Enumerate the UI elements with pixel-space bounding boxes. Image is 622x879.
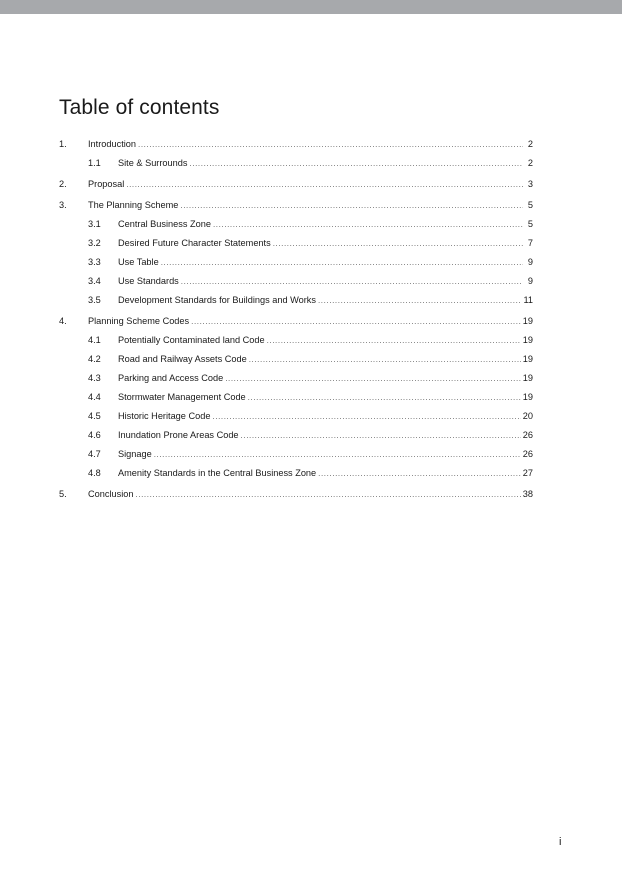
dot-leader	[191, 316, 521, 328]
toc-entry[interactable]	[59, 372, 533, 384]
toc-entry-page: 19	[522, 335, 533, 345]
dot-leader	[126, 179, 523, 191]
toc-entry-number: 5.	[59, 489, 67, 499]
dot-leader	[180, 200, 523, 212]
footer-page-number: i	[559, 836, 562, 848]
toc-entry-number: 3.	[59, 200, 67, 210]
dot-leader	[181, 276, 523, 288]
dot-leader	[138, 139, 523, 151]
dot-leader	[154, 449, 521, 461]
toc-entry[interactable]	[59, 391, 533, 403]
toc-entry-page: 19	[522, 373, 533, 383]
dot-leader	[249, 354, 521, 366]
dot-leader	[135, 489, 520, 501]
dot-leader	[161, 257, 523, 269]
toc-entry-number: 4.7	[88, 449, 101, 459]
toc-entry[interactable]	[59, 178, 533, 190]
toc-entry[interactable]	[59, 138, 533, 150]
toc-entry[interactable]	[59, 467, 533, 479]
toc-entry-label: Planning Scheme Codes	[88, 316, 190, 326]
dot-leader	[213, 219, 523, 231]
toc-entry-number: 1.	[59, 139, 67, 149]
toc-entry-number: 4.4	[88, 392, 101, 402]
toc-entry-label: Use Standards	[118, 276, 179, 286]
toc-entry[interactable]	[59, 199, 533, 211]
dot-leader	[225, 373, 521, 385]
toc-entry-number: 3.5	[88, 295, 101, 305]
dot-leader	[318, 295, 521, 307]
toc-entry-label: Stormwater Management Code	[118, 392, 246, 402]
toc-entry-page: 19	[522, 392, 533, 402]
toc-entry-page: 3	[527, 179, 533, 189]
toc-entry[interactable]	[59, 275, 533, 287]
toc-entry[interactable]	[59, 237, 533, 249]
toc-entry-page: 38	[522, 489, 533, 499]
toc-entry-label: Signage	[118, 449, 152, 459]
toc-entry[interactable]	[59, 353, 533, 365]
toc-entry[interactable]	[59, 294, 533, 306]
toc-entry-label: Inundation Prone Areas Code	[118, 430, 239, 440]
toc-entry-label: Site & Surrounds	[118, 158, 188, 168]
toc-entry-number: 3.2	[88, 238, 101, 248]
toc-entry-number: 3.3	[88, 257, 101, 267]
toc-entry-page: 9	[527, 276, 533, 286]
toc-entry-number: 4.	[59, 316, 67, 326]
dot-leader	[241, 430, 521, 442]
table-of-contents	[59, 134, 533, 500]
toc-entry-number: 2.	[59, 179, 67, 189]
toc-entry-page: 19	[522, 354, 533, 364]
toc-entry-page: 11	[523, 295, 533, 305]
toc-entry-label: Central Business Zone	[118, 219, 211, 229]
toc-entry-label: Desired Future Character Statements	[118, 238, 271, 248]
toc-entry[interactable]	[59, 488, 533, 500]
header-bar	[0, 0, 622, 14]
toc-entry-number: 3.4	[88, 276, 101, 286]
toc-entry-page: 2	[527, 139, 533, 149]
toc-entry-label: Historic Heritage Code	[118, 411, 211, 421]
toc-entry[interactable]	[59, 315, 533, 327]
toc-entry[interactable]	[59, 334, 533, 346]
dot-leader	[267, 335, 521, 347]
toc-entry-label: Conclusion	[88, 489, 134, 499]
toc-entry[interactable]	[59, 157, 533, 169]
toc-entry-label: Development Standards for Buildings and Works	[118, 295, 316, 305]
toc-entry-label: Potentially Contaminated land Code	[118, 335, 265, 345]
toc-entry-number: 3.1	[88, 219, 101, 229]
toc-entry-page: 5	[527, 219, 533, 229]
toc-entry-label: Amenity Standards in the Central Business Zone	[118, 468, 317, 478]
toc-entry-page: 7	[527, 238, 533, 248]
toc-entry-number: 4.3	[88, 373, 101, 383]
dot-leader	[248, 392, 521, 404]
toc-entry[interactable]	[59, 218, 533, 230]
toc-entry-label: Road and Railway Assets Code	[118, 354, 247, 364]
dot-leader	[212, 411, 520, 423]
toc-entry[interactable]	[59, 448, 533, 460]
toc-entry-label: The Planning Scheme	[88, 200, 179, 210]
dot-leader	[189, 158, 523, 170]
toc-entry-number: 4.5	[88, 411, 101, 421]
toc-entry-label: Parking and Access Code	[118, 373, 224, 383]
toc-entry[interactable]	[59, 410, 533, 422]
toc-entry-page: 26	[522, 430, 533, 440]
dot-leader	[318, 468, 521, 480]
toc-entry[interactable]	[59, 429, 533, 441]
page-title: Table of contents	[59, 96, 220, 119]
toc-entry-page: 9	[527, 257, 533, 267]
toc-entry-number: 4.8	[88, 468, 101, 478]
toc-entry-page: 20	[522, 411, 533, 421]
toc-entry-page: 27	[522, 468, 533, 478]
toc-entry-page: 26	[522, 449, 533, 459]
toc-entry-label: Use Table	[118, 257, 159, 267]
toc-entry-label: Introduction	[88, 139, 137, 149]
dot-leader	[273, 238, 523, 250]
toc-entry-number: 4.6	[88, 430, 101, 440]
toc-entry-label: Proposal	[88, 179, 125, 189]
toc-entry-page: 2	[527, 158, 533, 168]
toc-entry-number: 4.1	[88, 335, 101, 345]
toc-entry-page: 19	[522, 316, 533, 326]
toc-entry[interactable]	[59, 256, 533, 268]
toc-entry-number: 1.1	[88, 158, 101, 168]
toc-entry-page: 5	[527, 200, 533, 210]
toc-entry-number: 4.2	[88, 354, 101, 364]
